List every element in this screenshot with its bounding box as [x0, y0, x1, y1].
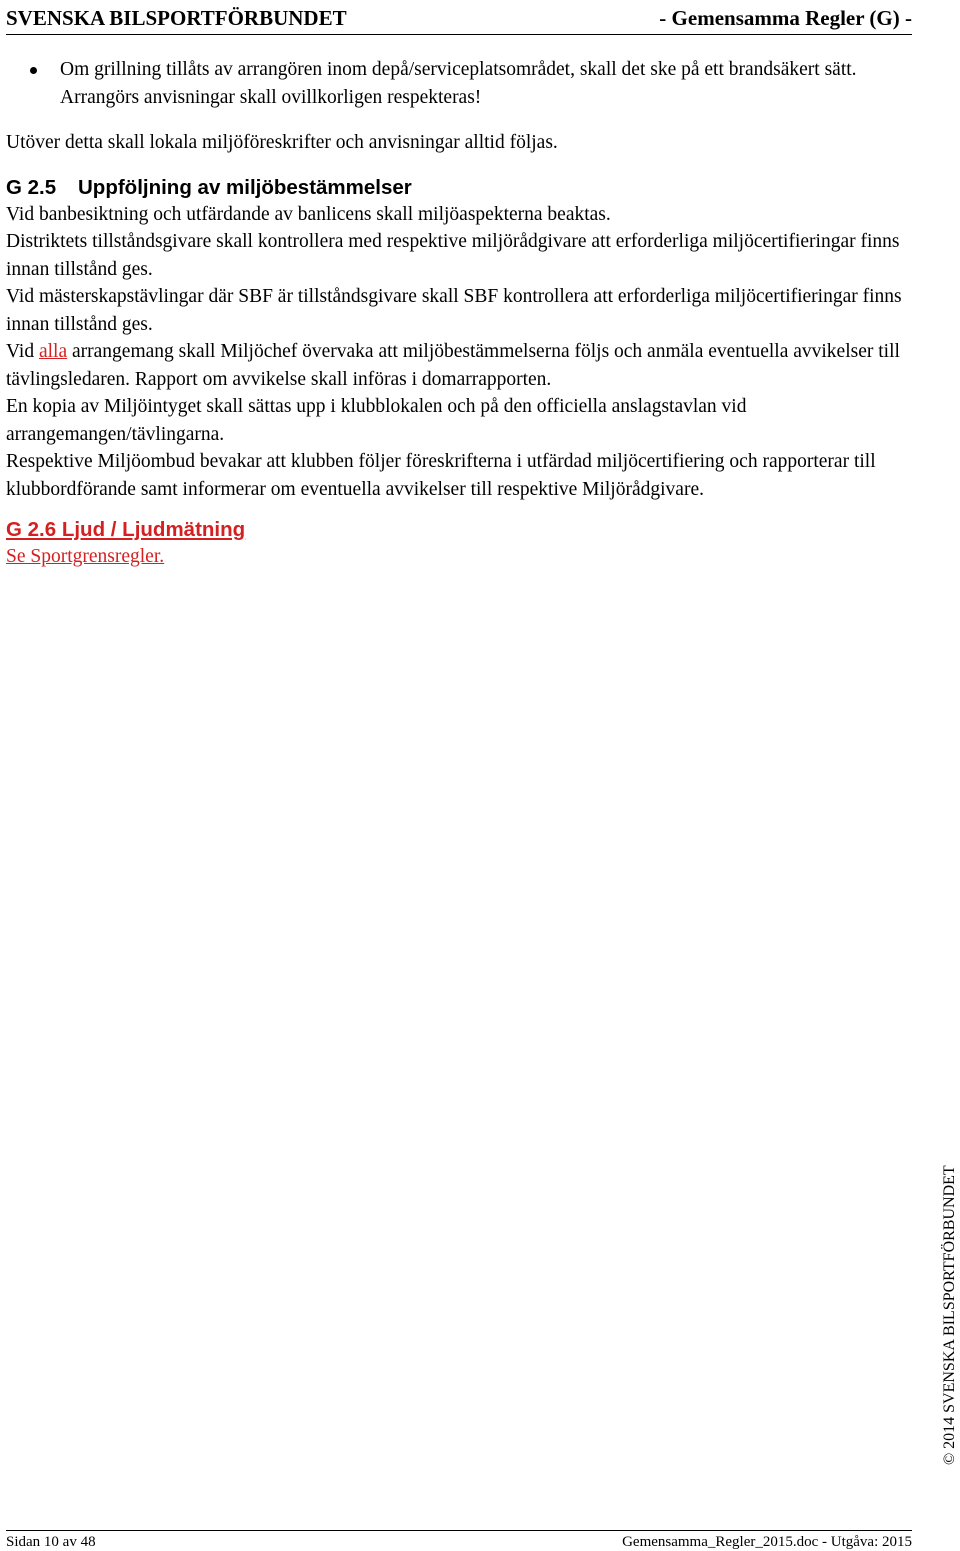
- page-header: [6, 4, 912, 35]
- bullet-text: Om grillning tillåts av arrangören inom depå/serviceplatsområdet, skall det ske på ett brandsäkert sätt. Arrangörs anvisningar skall ovillkorligen respekteras!: [60, 59, 857, 108]
- page-footer: [6, 1530, 912, 1550]
- section-heading-g25: [6, 175, 916, 201]
- paragraph-text: arrangemang skall Miljöchef övervaka att miljöbestämmelserna följs och anmäla eventuella avvikelser till tävlingsledaren. Rapport om avvikelse skall införas i domarrapporten.: [6, 341, 900, 390]
- paragraph: Distriktets tillståndsgivare skall kontrollera med respektive miljörådgivare att erforderliga miljöcertifieringar finns innan tillstånd ges.: [6, 231, 900, 280]
- sportgrensregler-link[interactable]: Se Sportgrensregler.: [6, 546, 165, 567]
- paragraph: En kopia av Miljöintyget skall sättas upp i klubblokalen och på den officiella anslagstavlan vid arrangemangen/tävlingarna.: [6, 396, 747, 445]
- bullet-dot-icon: [30, 67, 37, 74]
- footer-page-number: Sidan 10 av 48: [6, 1534, 96, 1550]
- paragraph: [6, 338, 916, 393]
- section-number: G 2.5: [6, 175, 57, 199]
- header-section: - Gemensamma Regler (G) -: [659, 6, 912, 30]
- section-heading-g26[interactable]: G 2.6 Ljud / Ljudmätning: [6, 518, 246, 541]
- side-copyright: © 2014 SVENSKA BILSPORTFÖRBUNDET: [941, 1165, 958, 1465]
- paragraph-local-rules: Utöver detta skall lokala miljöföreskrifter och anvisningar alltid följas.: [6, 132, 558, 153]
- section-title: Uppföljning av miljöbestämmelser: [78, 175, 412, 199]
- paragraph: Respektive Miljöombud bevakar att klubben följer föreskrifterna i utfärdad miljöcertifiering och rapporterar till klubbordförande samt informerar om eventuella avvikelser till respektive Miljörådgivare.: [6, 451, 876, 500]
- bullet-item: [6, 56, 916, 111]
- paragraph-text: Vid: [6, 341, 39, 362]
- paragraph: Vid mästerskapstävlingar där SBF är tillståndsgivare skall SBF kontrollera att erforderliga miljöcertifieringar finns innan tillstånd ges.: [6, 286, 902, 335]
- document-body: [6, 56, 916, 571]
- footer-document-info: Gemensamma_Regler_2015.doc - Utgåva: 2015: [622, 1534, 912, 1550]
- alla-link[interactable]: alla: [38, 341, 68, 362]
- header-org: SVENSKA BILSPORTFÖRBUNDET: [6, 6, 347, 30]
- paragraph: Vid banbesiktning och utfärdande av banlicens skall miljöaspekterna beaktas.: [6, 203, 611, 225]
